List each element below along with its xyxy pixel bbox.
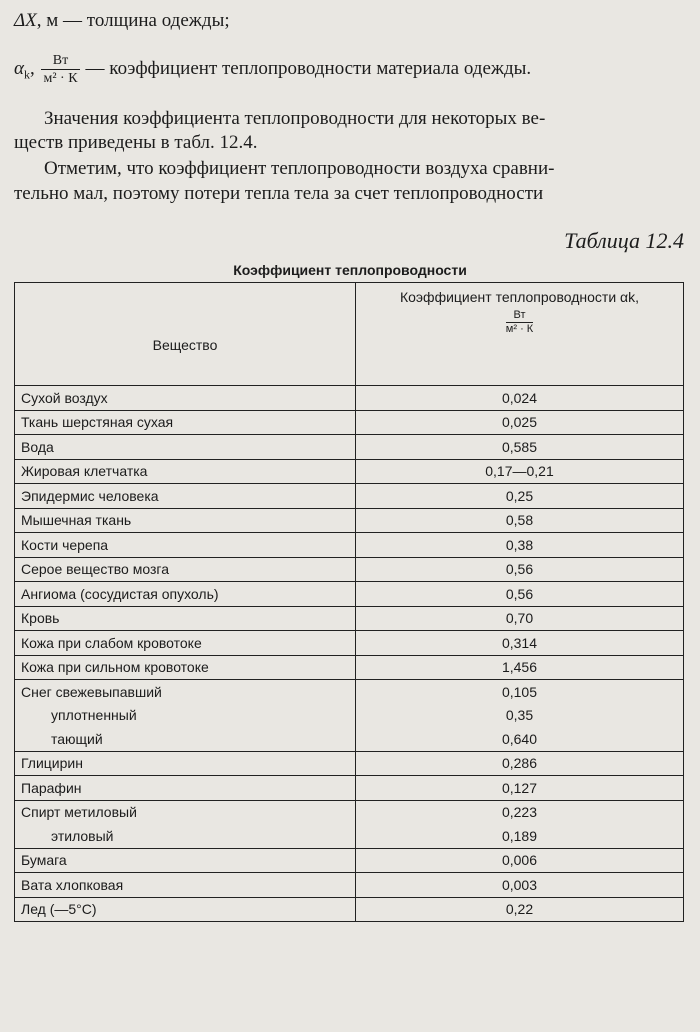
coefficient-value: 0,127: [356, 776, 684, 801]
symbol-subscript: k: [23, 67, 30, 82]
substance-name: Вата хлопковая: [15, 873, 356, 898]
coefficient-value: 0,025: [356, 410, 684, 435]
table-title: Коэффициент теплопроводности: [233, 262, 467, 278]
header-coefficient: [356, 283, 684, 386]
substance-name: Вода: [15, 435, 356, 460]
symbol-alpha: α: [14, 57, 24, 79]
header-unit-fraction: [506, 309, 533, 336]
symbol-delta-x: ΔX: [14, 10, 37, 31]
coefficient-value: 0,35: [356, 704, 684, 728]
header-unit-numerator: Вт: [506, 309, 533, 323]
substance-name: Бумага: [15, 848, 356, 873]
coefficient-value: 0,56: [356, 557, 684, 582]
paragraph-2-line-1: Отметим, что коэффициент теплопроводности воздуха сравни-: [44, 158, 555, 179]
substance-name: этиловый: [15, 824, 356, 848]
table-row: [15, 410, 684, 435]
coefficient-value: 0,223: [356, 800, 684, 824]
definition-text: , м — толщина одежды;: [36, 10, 230, 31]
paragraph-1-line-1: Значения коэффициента теплопроводности для некоторых ве-: [44, 108, 546, 129]
table-row: [15, 897, 684, 922]
table-row: [15, 873, 684, 898]
substance-name: Парафин: [15, 776, 356, 801]
coefficient-value: 0,286: [356, 751, 684, 776]
substance-name: Кровь: [15, 606, 356, 631]
coefficient-value: 0,25: [356, 484, 684, 509]
substance-name: Лед (—5°С): [15, 897, 356, 922]
table-row: [15, 557, 684, 582]
coefficient-value: 0,70: [356, 606, 684, 631]
coefficient-value: 1,456: [356, 655, 684, 680]
substance-name: Кожа при слабом кровотоке: [15, 631, 356, 656]
substance-name: Кожа при сильном кровотоке: [15, 655, 356, 680]
paragraph-2-line-2: тельно мал, поэтому потери тепла тела за счет теплопроводности: [14, 183, 544, 204]
coefficient-value: 0,38: [356, 533, 684, 558]
definition-text: — коэффициент теплопроводности материала одежды.: [85, 57, 532, 79]
substance-name: Снег свежевыпавший: [15, 680, 356, 704]
coefficient-value: 0,006: [356, 848, 684, 873]
coefficient-value: 0,024: [356, 386, 684, 411]
table-row: [15, 824, 684, 848]
table-row: [15, 680, 684, 704]
table-row: [15, 751, 684, 776]
table-row: [15, 435, 684, 460]
substance-name: Спирт метиловый: [15, 800, 356, 824]
substance-name: Жировая клетчатка: [15, 459, 356, 484]
substance-name: Ткань шерстяная сухая: [15, 410, 356, 435]
coefficient-value: 0,640: [356, 727, 684, 751]
substance-name: Сухой воздух: [15, 386, 356, 411]
table-row: [15, 459, 684, 484]
coefficient-value: 0,314: [356, 631, 684, 656]
table-row: [15, 776, 684, 801]
coefficient-value: 0,585: [356, 435, 684, 460]
coefficient-value: 0,105: [356, 680, 684, 704]
table-row: [15, 727, 684, 751]
substance-name: уплотненный: [15, 704, 356, 728]
table-header-row: [15, 283, 684, 386]
substance-name: Ангиома (сосудистая опухоль): [15, 582, 356, 607]
substance-name: Серое вещество мозга: [15, 557, 356, 582]
substance-name: Кости черепа: [15, 533, 356, 558]
paragraph-1-line-2: ществ приведены в табл. 12.4.: [14, 132, 258, 153]
table-row: [15, 704, 684, 728]
substance-name: Эпидермис человека: [15, 484, 356, 509]
header-coefficient-label: Коэффициент теплопроводности αk,: [399, 289, 640, 305]
table-row: [15, 655, 684, 680]
table-row: [15, 508, 684, 533]
table-row: [15, 848, 684, 873]
table-row: [15, 631, 684, 656]
coefficient-value: 0,189: [356, 824, 684, 848]
unit-denominator: м² · К: [43, 71, 78, 86]
table-row: [15, 484, 684, 509]
coefficient-value: 0,56: [356, 582, 684, 607]
table-caption: Таблица 12.4: [564, 228, 684, 253]
header-unit-denominator: м² · К: [505, 323, 534, 335]
table-row: [15, 800, 684, 824]
table-row: [15, 533, 684, 558]
definition-line-coefficient: $\alpha_k$, $\frac{Вт}{\text{м² · К}}$ — коэффициент теплопроводности материала одежды.: [14, 53, 532, 86]
table-row: [15, 386, 684, 411]
unit-fraction: [41, 52, 79, 87]
header-substance: Вещество: [15, 283, 356, 386]
conductivity-table: [14, 282, 684, 922]
definition-line-thickness: [14, 10, 230, 32]
coefficient-value: 0,17—0,21: [356, 459, 684, 484]
substance-name: Мышечная ткань: [15, 508, 356, 533]
table-row: [15, 606, 684, 631]
table-row: [15, 582, 684, 607]
unit-numerator: Вт: [41, 52, 79, 70]
coefficient-value: 0,22: [356, 897, 684, 922]
substance-name: Глицирин: [15, 751, 356, 776]
substance-name: тающий: [15, 727, 356, 751]
coefficient-value: 0,003: [356, 873, 684, 898]
coefficient-value: 0,58: [356, 508, 684, 533]
table-body: [15, 386, 684, 922]
